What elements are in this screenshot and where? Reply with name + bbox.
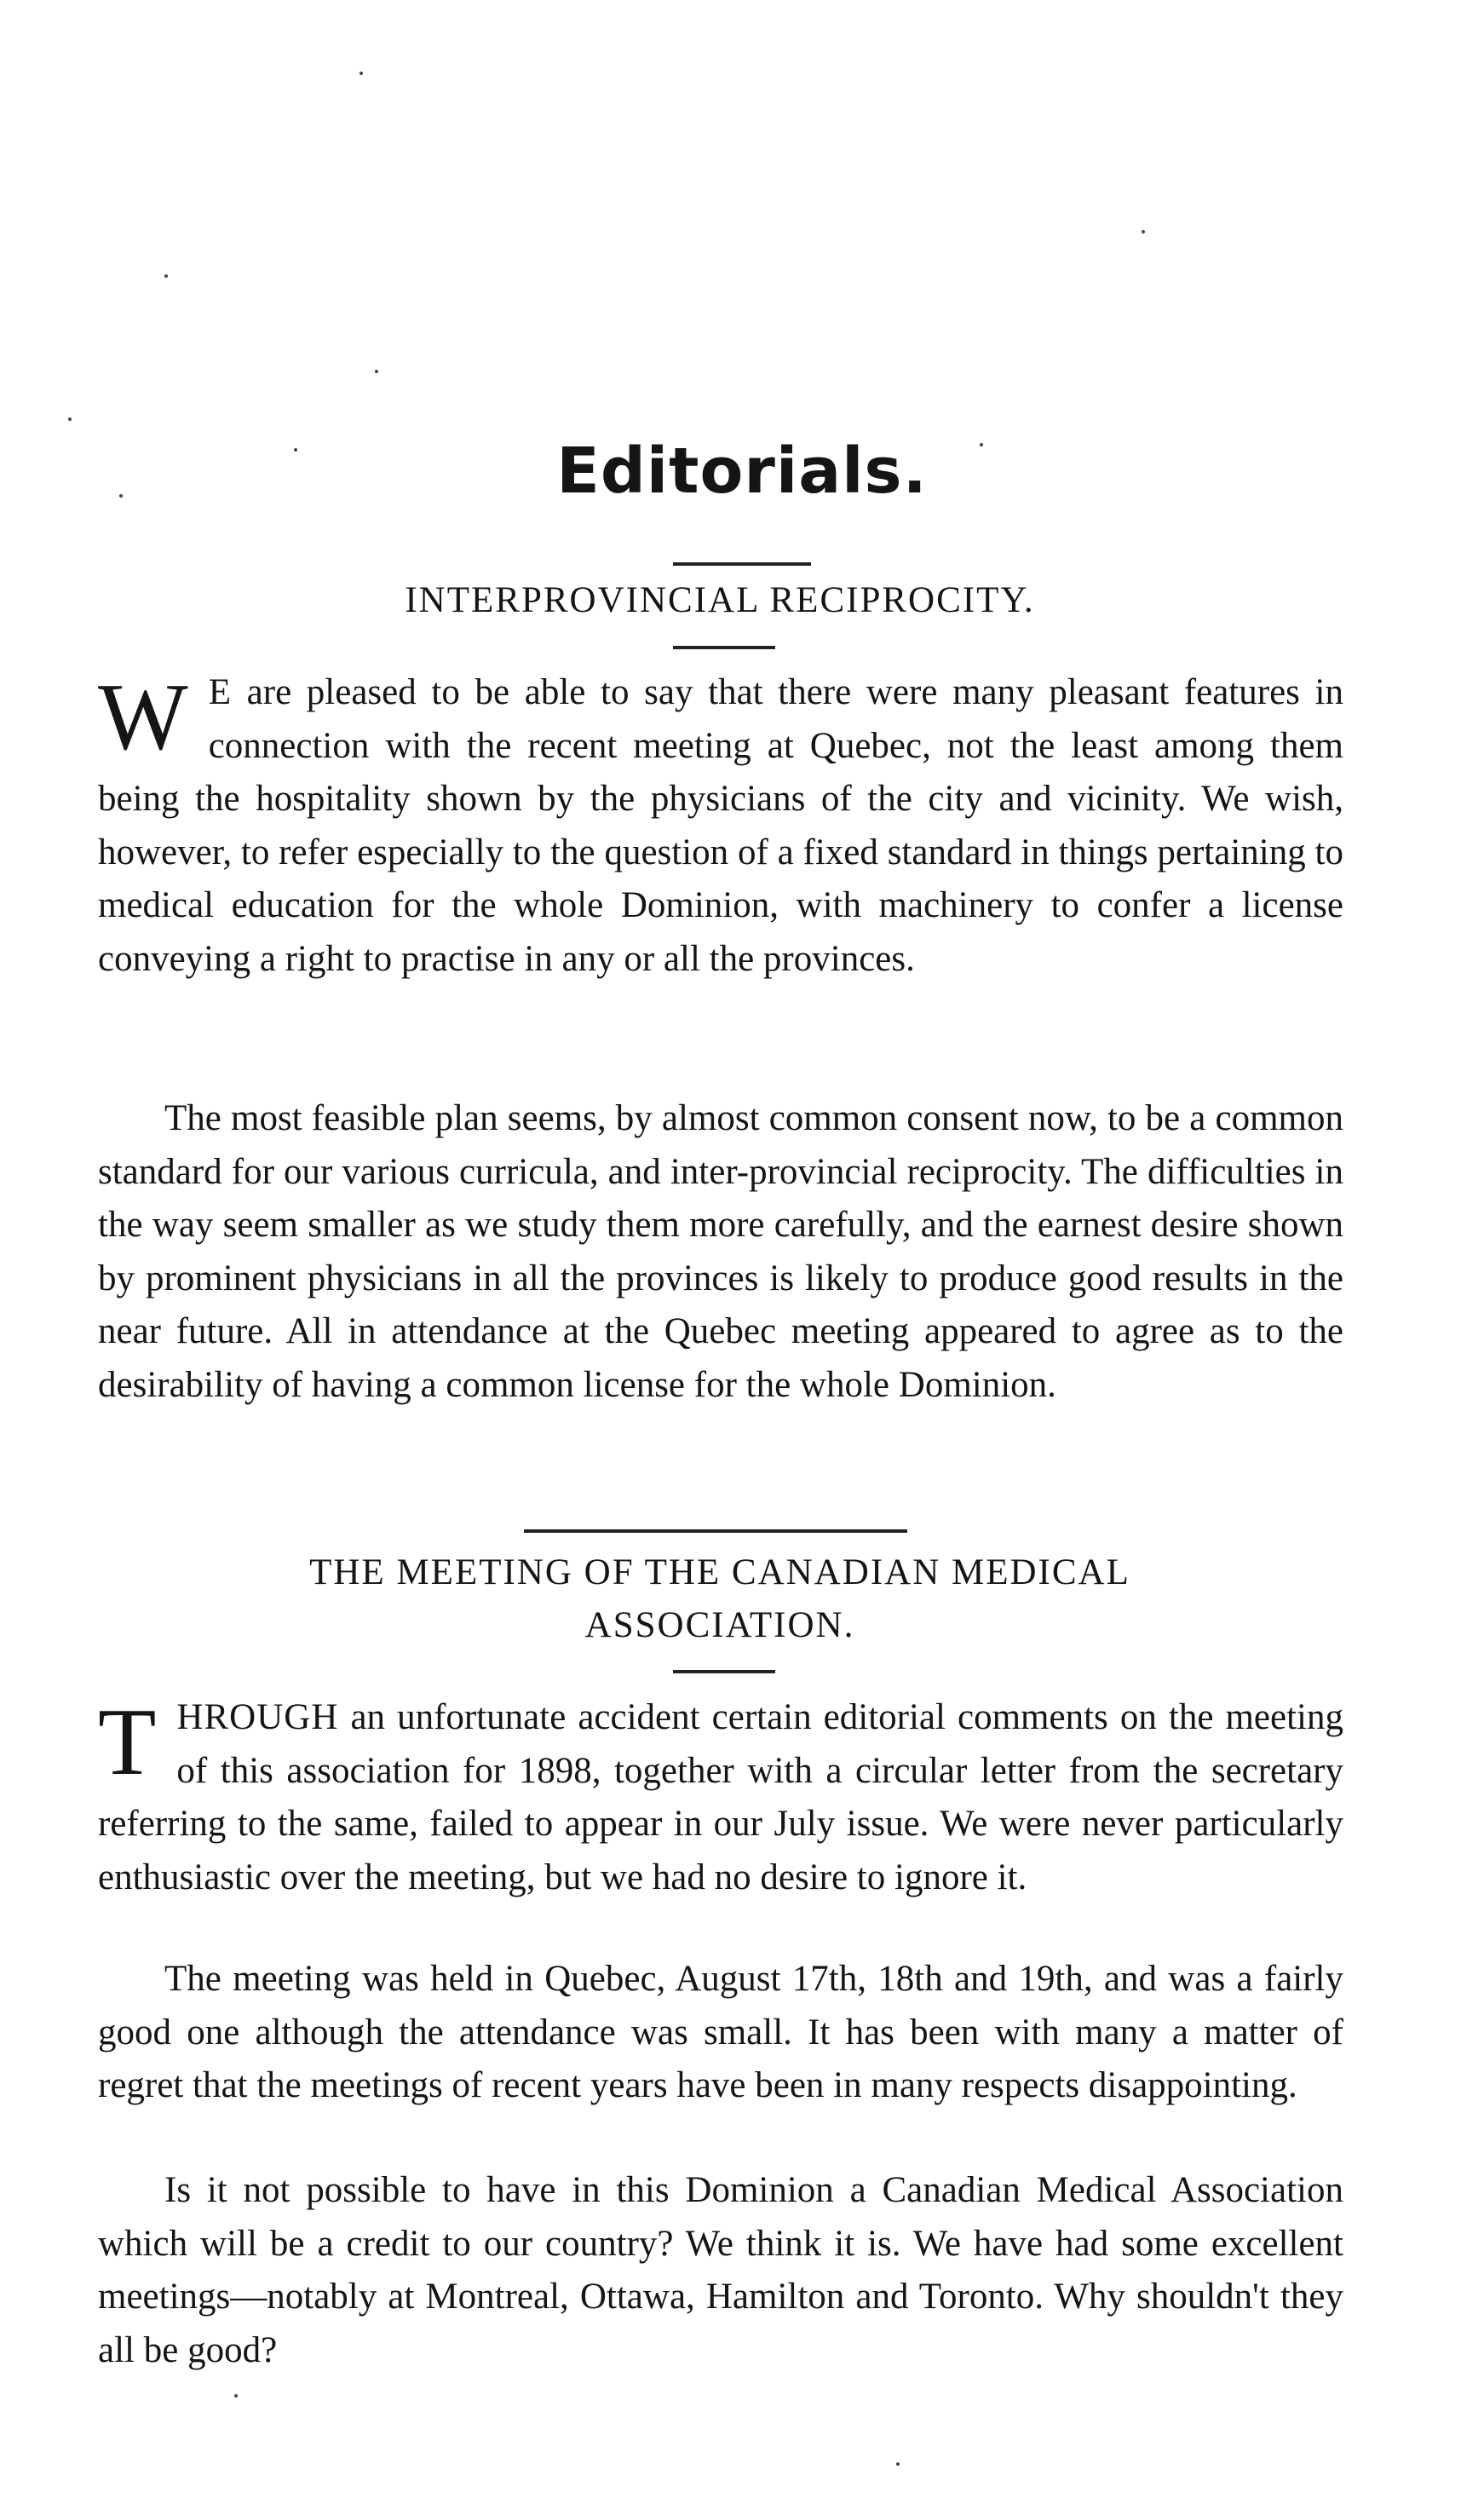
section1-lead-rest: E	[208, 672, 232, 712]
section2-paragraph-3: Is it not possible to have in this Dominion a Canadian Medical Association which will be a credit to our country? We think it is. We have had some excellent meetings—notably at Montreal, Ottawa, Hamilton and Toronto. Why shouldn't they all be good?	[98, 2170, 1343, 2370]
scan-speck	[164, 274, 168, 278]
section2-lead-rest: HROUGH	[176, 1697, 339, 1737]
section1-paragraph-2: The most feasible plan seems, by almost common consent now, to be a common standard for our various curricula, and inter-provincial reciprocity. The difficulties in the way seem smaller as we study them more carefully, and the earnest desire shown by prominent physicians in all the provinces is likely to produce good results in the near future. All in attendance at the Quebec meeting appeared to agree as to the desirability of having a common license for the whole Dominion.	[98, 1098, 1343, 1405]
scan-speck	[359, 72, 363, 75]
section1-paragraph-1-text: are pleased to be able to say that there were many pleasant features in connection with the recent meeting at Quebec, not the least among them being the hospitality shown by the physicians of the city and vicinity. We wish, however, to refer especially to the question of a fixed standard in things pertaining to medical education for the whole Dominion, with machinery to confer a license conveying a right to practise in any or all the provinces.	[98, 672, 1343, 979]
section2-paragraph-1-text: an unfortunate accident certain editorial comments on the meeting of this association for 1898, together with a circular letter from the secretary referring to the same, failed to appear in our July issue. We were never particularly enthusiastic over the meeting, but we had no desire to ignore it.	[98, 1697, 1343, 1897]
editorials-masthead: Editorials.	[556, 435, 928, 508]
section1-drop-cap: W	[98, 665, 188, 770]
section2-heading-line1: THE MEETING OF THE CANADIAN MEDICAL	[309, 1552, 1130, 1592]
scan-speck	[294, 448, 297, 452]
section1-paragraph-1	[98, 666, 1343, 986]
section2-heading-line2: ASSOCIATION.	[584, 1605, 855, 1645]
scan-speck	[980, 443, 983, 446]
section2-paragraph-1	[98, 1691, 1343, 1904]
section1-heading: INTERPROVINCIAL RECIPROCITY.	[405, 580, 1035, 620]
section2-rule	[673, 1670, 775, 1673]
scan-speck	[119, 494, 123, 498]
scan-speck	[375, 370, 378, 373]
scan-speck	[68, 417, 72, 421]
scan-speck	[1142, 230, 1145, 233]
section2-drop-cap: T	[98, 1690, 157, 1795]
section2-paragraph-2: The meeting was held in Quebec, August 17th, 18th and 19th, and was a fairly good one although the attendance was small. It has been with many a matter of regret that the meetings of recent years have been in many respects disappointing.	[98, 1959, 1343, 2105]
scan-speck	[896, 2462, 900, 2466]
section1-rule	[673, 646, 775, 649]
section-divider-rule	[524, 1529, 907, 1533]
section2-heading	[94, 1546, 1346, 1652]
scan-speck	[234, 2394, 238, 2398]
masthead-rule	[673, 562, 811, 566]
